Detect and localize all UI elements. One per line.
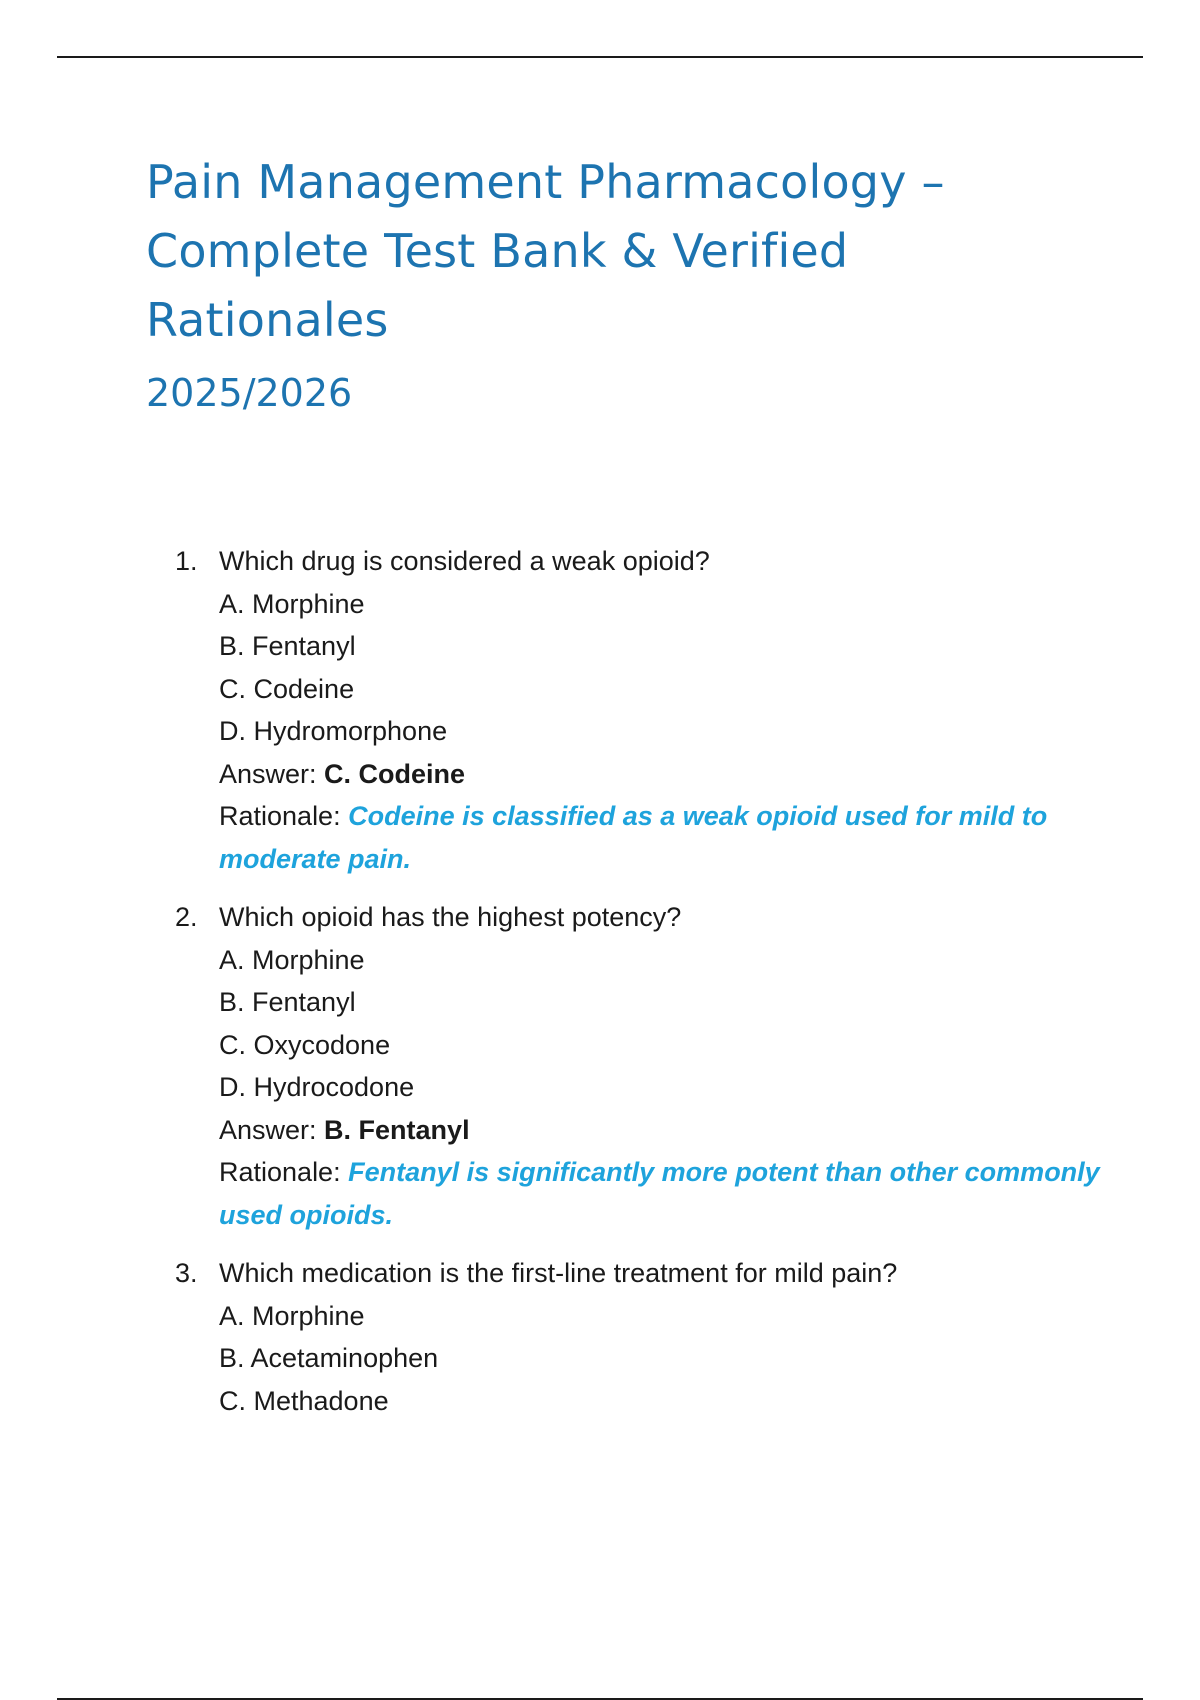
question-body <box>219 540 1105 880</box>
question-list <box>175 540 1105 1438</box>
document-title: Pain Management Pharmacology – Complete Test Bank & Verified Rationales <box>146 155 945 347</box>
rationale-label: Rationale: <box>219 1157 349 1187</box>
option-a: A. Morphine <box>219 944 365 975</box>
option-c: C. Codeine <box>219 673 355 704</box>
question-2 <box>175 896 1105 1236</box>
option-a: A. Morphine <box>219 1300 365 1331</box>
option-b: B. Acetaminophen <box>219 1343 439 1373</box>
option-a: A. Morphine <box>219 588 365 619</box>
question-text: Which opioid has the highest potency? <box>219 902 682 932</box>
question-1 <box>175 540 1105 880</box>
option-b: B. Fentanyl <box>219 987 356 1017</box>
document-year: 2025/2026 <box>146 371 353 415</box>
answer-line <box>219 753 1105 796</box>
rationale-line <box>219 795 1105 880</box>
question-body <box>219 1252 1105 1422</box>
rationale-label: Rationale: <box>219 801 349 831</box>
option-d: D. Hydrocodone <box>219 1072 415 1102</box>
answer-label: Answer: <box>219 1114 325 1145</box>
top-divider <box>57 56 1143 58</box>
rationale-line <box>219 1151 1105 1236</box>
answer-label: Answer: <box>219 758 325 789</box>
question-text: Which drug is considered a weak opioid? <box>219 546 710 576</box>
rationale-text: Codeine is classified as a weak opioid used for mild to moderate pain. <box>219 801 1048 874</box>
answer-value: B. Fentanyl <box>324 1114 470 1145</box>
option-c: C. Oxycodone <box>219 1029 391 1060</box>
answer-line <box>219 1109 1105 1152</box>
option-d: D. Hydromorphone <box>219 716 448 746</box>
question-number: 2. <box>175 902 198 932</box>
rationale-text: Fentanyl is significantly more potent than other commonly used opioids. <box>219 1157 1100 1230</box>
question-text: Which medication is the first-line treatment for mild pain? <box>219 1258 898 1288</box>
question-3 <box>175 1252 1105 1422</box>
option-c: C. Methadone <box>219 1385 389 1416</box>
answer-value: C. Codeine <box>324 758 466 789</box>
question-number: 1. <box>175 546 198 576</box>
option-b: B. Fentanyl <box>219 631 356 661</box>
title-block <box>146 148 1046 417</box>
question-body <box>219 896 1105 1236</box>
question-number: 3. <box>175 1258 198 1288</box>
